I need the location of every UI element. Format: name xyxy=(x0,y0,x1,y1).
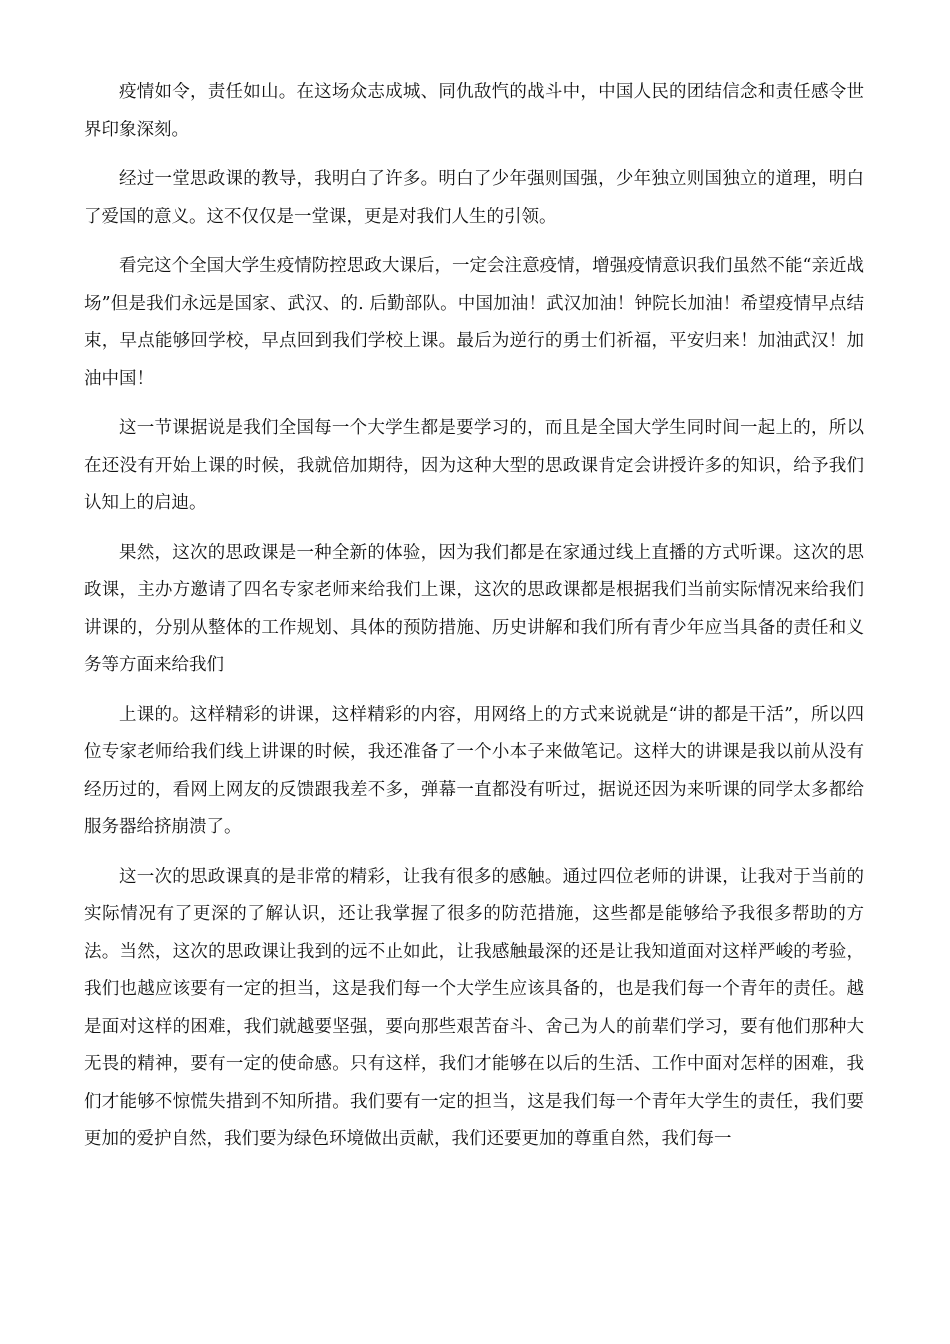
paragraph-6: 上课的。这样精彩的讲课，这样精彩的内容，用网络上的方式来说就是“讲的都是干活”，所以四位专家老师给我们线上讲课的时候，我还准备了一个小本子来做笔记。这样大的讲课是我以前从没有经历过的，看网上网友的反馈跟我差不多，弹幕一直都没有听过，据说还因为来听课的同学太多都给服务器给挤崩溃了。 xyxy=(84,704,864,837)
paragraph-4: 这一节课据说是我们全国每一个大学生都是要学习的，而且是全国大学生同时间一起上的，所以在还没有开始上课的时候，我就倍加期待，因为这种大型的思政课肯定会讲授许多的知识，给予我们认知上的启迪。 xyxy=(84,418,864,513)
paragraph-1: 疫情如令，责任如山。在这场众志成城、同仇敌忾的战斗中，中国人民的团结信念和责任感令世界印象深刻。 xyxy=(84,82,864,140)
document-page xyxy=(84,74,864,1171)
paragraph-3: 看完这个全国大学生疫情防控思政大课后，一定会注意疫情，增强疫情意识我们虽然不能“亲近战场”但是我们永远是国家、武汉、的. 后勤部队。中国加油！武汉加油！钟院长加油！希望疫情早点结束，早点能够回学校，早点回到我们学校上课。最后为逆行的勇士们祈福，平安归来！加油武汉！加油中国！ xyxy=(84,256,864,389)
paragraph-7: 这一次的思政课真的是非常的精彩，让我有很多的感触。通过四位老师的讲课，让我对于当前的实际情况有了更深的了解认识，还让我掌握了很多的防范措施，这些都是能够给予我很多帮助的方法。当然，这次的思政课让我到的远不止如此，让我感触最深的还是让我知道面对这样严峻的考验，我们也越应该要有一定的担当，这是我们每一个大学生应该具备的，也是我们每一个青年的责任。越是面对这样的困难，我们就越要坚强，要向那些艰苦奋斗、舍己为人的前辈们学习，要有他们那种大无畏的精神，要有一定的使命感。只有这样，我们才能够在以后的生活、工作中面对怎样的困难，我们才能够不惊慌失措到不知所措。我们要有一定的担当，这是我们每一个青年大学生的责任，我们要更加的爱护自然，我们要为绿色环境做出贡献，我们还要更加的尊重自然，我们每一 xyxy=(84,866,864,1149)
paragraph-5: 果然，这次的思政课是一种全新的体验，因为我们都是在家通过线上直播的方式听课。这次的思政课，主办方邀请了四名专家老师来给我们上课，这次的思政课都是根据我们当前实际情况来给我们讲课的，分别从整体的工作规划、具体的预防措施、历史讲解和我们所有青少年应当具备的责任和义务等方面来给我们 xyxy=(84,542,864,675)
paragraph-2: 经过一堂思政课的教导，我明白了许多。明白了少年强则国强，少年独立则国独立的道理，明白了爱国的意义。这不仅仅是一堂课，更是对我们人生的引领。 xyxy=(84,169,864,227)
